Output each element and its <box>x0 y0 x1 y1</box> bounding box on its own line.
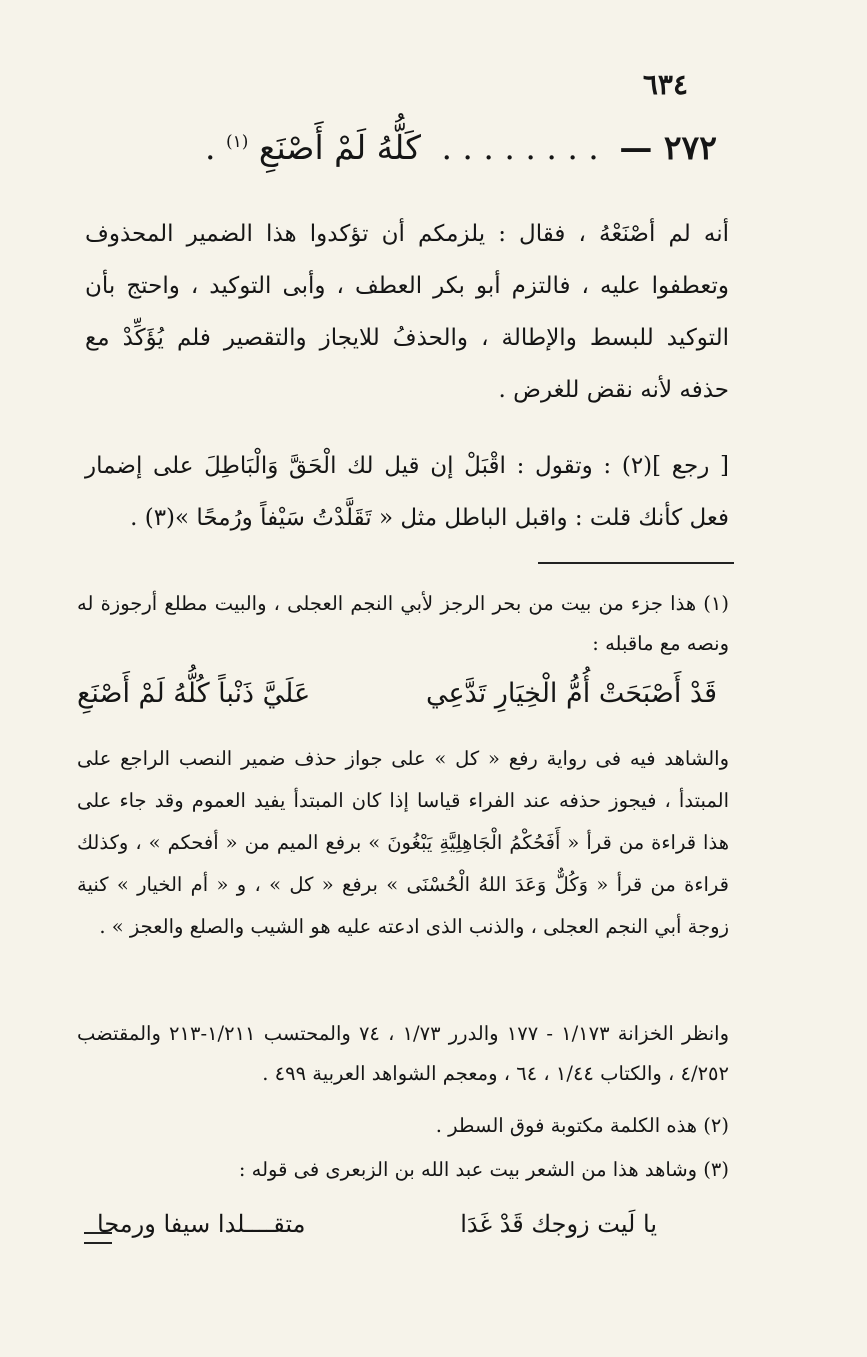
footnote-divider <box>538 562 734 564</box>
paragraph-text: أنه لم أصْنَعْهُ ، فقال : يلزمكم أن تؤكدوا هذا الضمير المحذوف وتعطفوا عليه ، فالتزم أبو بكر العطف ، وأبى التوكيد ، واحتج بأن التوكيد للبسط والإطالة ، والحذفُ للايجاز والتقصير فلم يُؤَكِّدْ مع حذفه لأنه نقض للغرض . <box>85 221 729 403</box>
footnote-text: (١) هذا جزء من بيت من بحر الرجز لأبي النجم العجلى ، والبيت مطلع أرجوزة له ونصه مع ماقبله : <box>77 592 729 655</box>
footnote-text: والشاهد فيه فى رواية رفع « كل » على جواز حذف ضمير النصب الراجع على المبتدأ ، فيجوز حذفه عند الفراء قياسا إذا كان المبتدأ يفيد العموم وقد جاء على هذا قراءة من قرأ « أَفَحُكْمُ الْجَاهِلِيَّةِ يَبْغُونَ » برفع الميم من « أفحكم » ، وكذلك قراءة من قرأ « وَكُلٌّ وَعَدَ اللهُ الْحُسْنَى » برفع « كل » ، و « أم الخيار » كنية زوجة أبي النجم العجلى ، والذنب الذى ادعته عليه هو الشيب والصلع والعجز » . <box>77 747 729 938</box>
footnote-1-intro <box>77 584 729 664</box>
verse-text: كَلُّهُ لَمْ أَصْنَعِ <box>258 128 421 167</box>
page-number: ٦٣٤ <box>642 68 688 101</box>
verse-end-mark: . <box>204 128 216 167</box>
verse-ellipsis: . . . . . . . . <box>441 128 599 167</box>
continuation-mark <box>84 1232 112 1244</box>
verse-hemistich-right: يا لَيت زوجك قَدْ غَدَا <box>460 1210 657 1238</box>
footnote-2 <box>77 1106 729 1146</box>
verse-hemistich-left: عَلَيَّ ذَنْباً كُلُّهُ لَمْ أَصْنَعِ <box>77 678 311 709</box>
footnote-verse <box>77 678 717 709</box>
footnote-1-body <box>77 738 729 948</box>
footnote-text: (٣) وشاهد هذا من الشعر بيت عبد الله بن الزبعرى فى قوله : <box>238 1158 729 1181</box>
main-paragraph-1 <box>85 208 729 416</box>
main-paragraph-2 <box>85 440 729 544</box>
footnote-text: وانظر الخزانة ١/١٧٣ - ١٧٧ والدرر ١/٧٣ ، ٧٤ والمحتسب ١/٢١١-٢١٣ والمقتضب ٤/٢٥٢ ، والكتاب ١/٤٤ ، ٦٤ ، ومعجم الشواهد العربية ٤٩٩ . <box>77 1022 729 1085</box>
verse-hemistich-left: متقــــلدا سيفا ورمحا <box>97 1210 306 1238</box>
footnote-text: (٢) هذه الكلمة مكتوبة فوق السطر . <box>435 1114 729 1137</box>
footnote-marker: (١) <box>225 132 249 152</box>
footnote-1-references <box>77 1014 729 1094</box>
verse-number: ٢٧٢ — <box>619 128 717 167</box>
footnote-3-verse <box>97 1210 657 1238</box>
paragraph-text: [ رجع ](٢) : وتقول : اقْبَلْ إن قيل لك الْحَقَّ وَالْبَاطِلَ على إضمار فعل كأنك قلت : واقبل الباطل مثل « تَقَلَّدْتُ سَيْفاً ورُمحًا »(٣) . <box>85 453 730 531</box>
footnote-3 <box>77 1150 729 1190</box>
verse-hemistich-right: قَدْ أَصْبَحَتْ أُمُّ الْخِيَارِ تَدَّعِي <box>425 678 717 709</box>
verse-heading <box>117 128 717 167</box>
